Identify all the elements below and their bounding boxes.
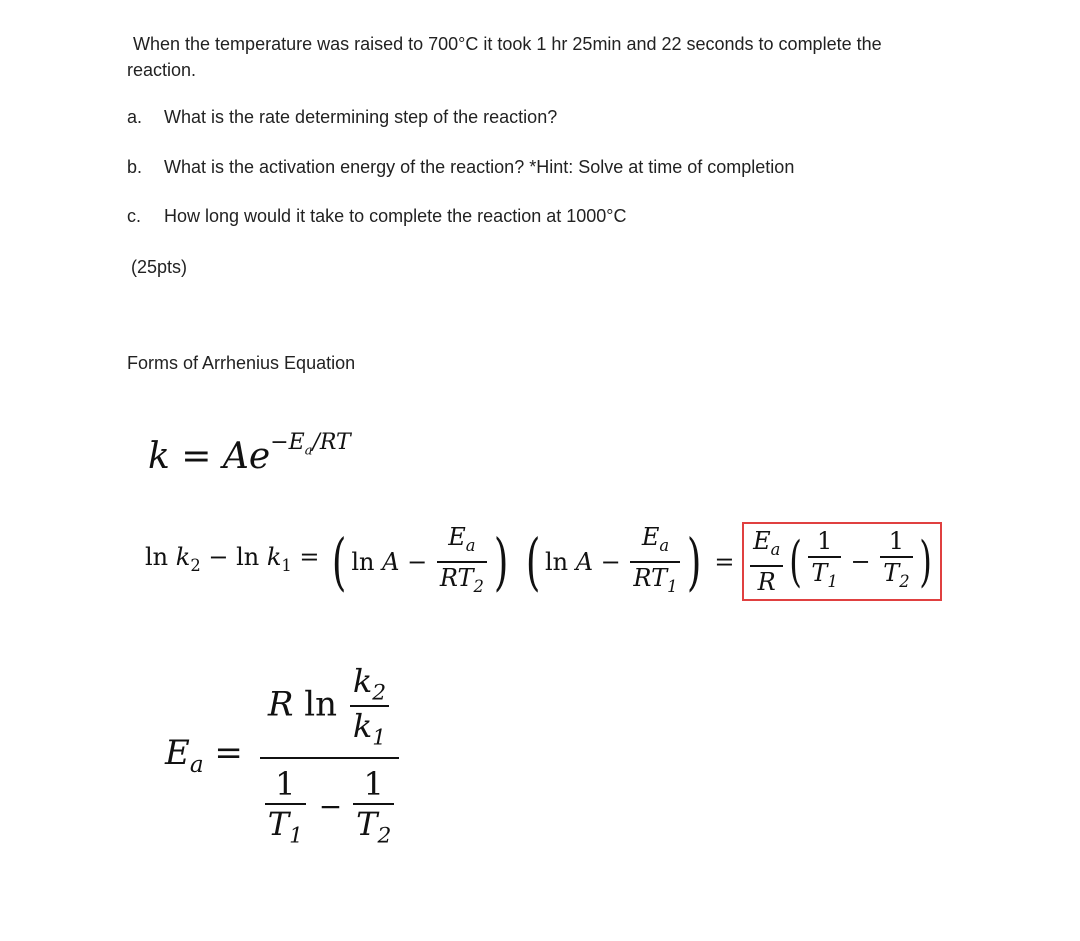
- arrhenius-exponential-equation: $k = Ae^{-E_a/RT}$: [148, 430, 351, 477]
- points-label: (25pts): [131, 257, 188, 277]
- arrhenius-log-difference-equation: $\ln k_2 - \ln k_1$ = ( ln A − $\frac{E_a}{RT_2}$ ) ( ln A − $\frac{E_a}{RT_1}$ ) = $\frac{E_a}{R}$ ( $\frac{1}{T_1}$ − $\frac{1}{T_2}$ ): [145, 522, 942, 602]
- question-c-text: How long would it take to complete the reaction at 1000°C: [164, 206, 627, 226]
- question-a-marker: a.: [127, 107, 143, 127]
- highlight-box: $\frac{E_a}{R}$ ( $\frac{1}{T_1}$ − $\frac{1}{T_2}$ ): [742, 522, 942, 601]
- intro-line-1: When the temperature was raised to 700°C it took 1 hr 25min and 22 seconds to complete the: [133, 34, 882, 54]
- question-c-marker: c.: [127, 206, 142, 226]
- question-a-text: What is the rate determining step of the reaction?: [164, 107, 558, 127]
- activation-energy-equation: $E_a$ = R ln $\frac{k_2}{k_1}$ $\frac{1}{T_1}$ − $\frac{1}{T_2}$: [165, 662, 401, 848]
- intro-line-2: reaction.: [127, 60, 197, 80]
- question-b-text: What is the activation energy of the reaction? *Hint: Solve at time of completion: [164, 157, 795, 177]
- section-title: Forms of Arrhenius Equation: [127, 353, 356, 373]
- question-b-marker: b.: [127, 157, 143, 177]
